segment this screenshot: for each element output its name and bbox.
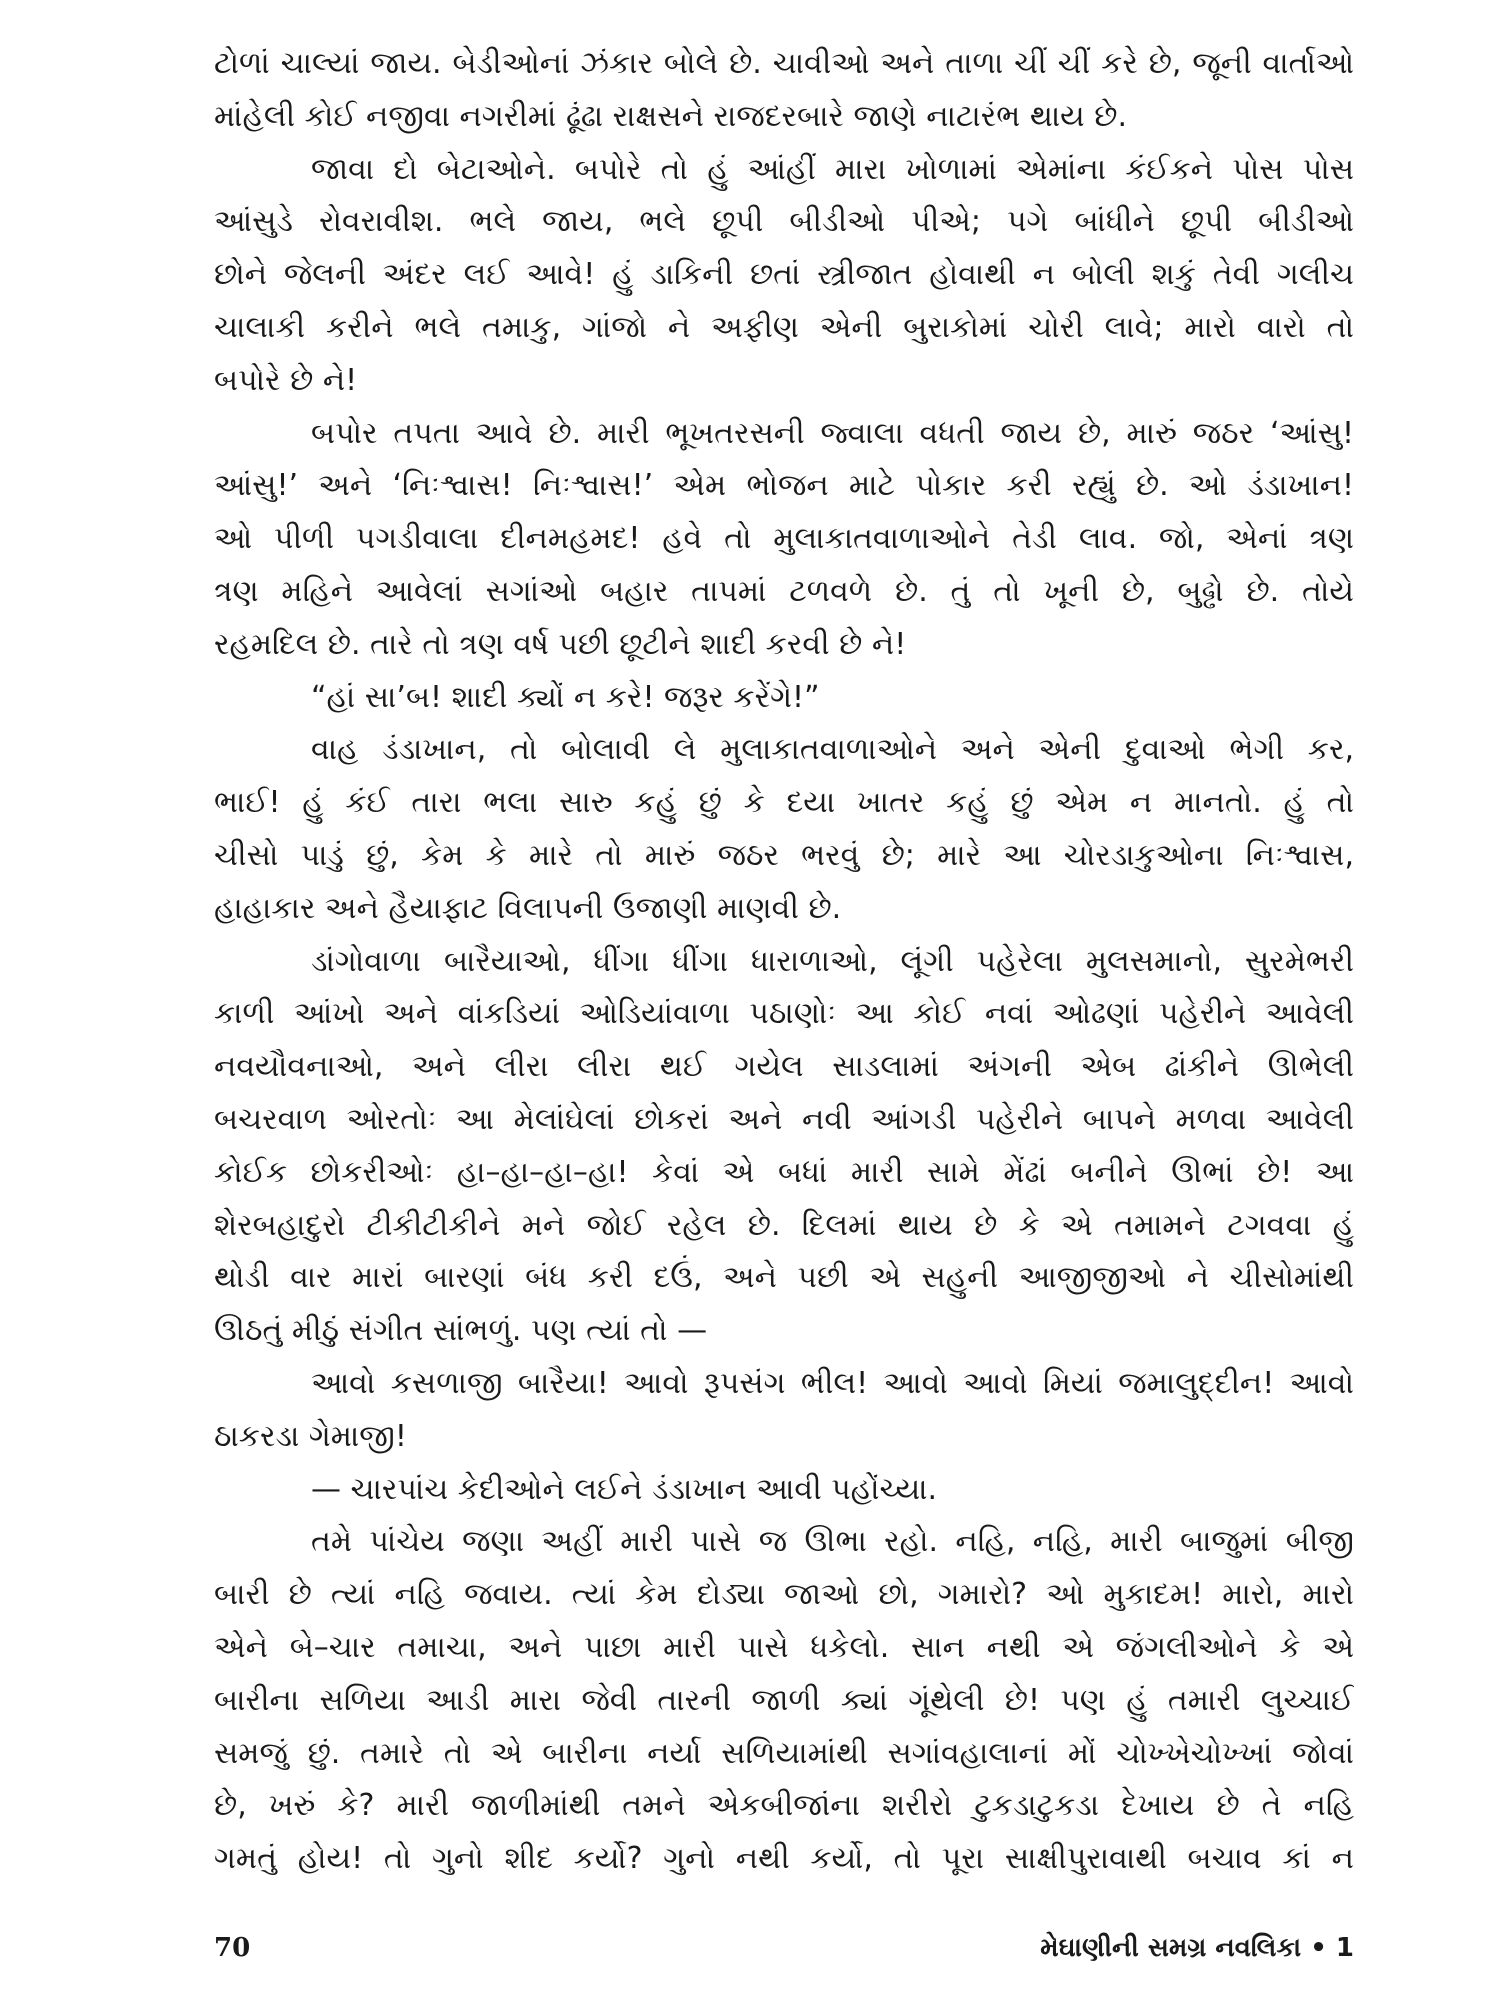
- text-line: ત્રણ મહિને આવેલાં સગાંઓ બહાર તાપમાં ટળવળે છે. તું તો ખૂની છે, બુઢ્ઢો છે. તોયે: [214, 573, 1354, 609]
- running-title: મેઘાણીની સમગ્ર નવલિકા • 1: [1040, 1933, 1354, 1963]
- text-line: બપોરે છે ને!: [214, 362, 358, 398]
- text-line: બપોર તપતા આવે છે. મારી ભૂખતરસની જ્વાલા વધતી જાય છે, મારું જઠર ‘આંસુ!: [311, 415, 1354, 451]
- text-line: જાવા દો બેટાઓને. બપોરે તો હું આંહીં મારા ખોળામાં એમાંના કંઈકને પોસ પોસ: [311, 151, 1354, 187]
- text-line: શેરબહાદુરો ટીકીટીકીને મને જોઈ રહેલ છે. દિલમાં થાય છે કે એ તમામને ટગવવા હું: [214, 1207, 1354, 1243]
- text-line: છે, ખરું કે? મારી જાળીમાંથી તમને એકબીજાંના શરીરો ટુકડાટુકડા દેખાય છે તે નહિ: [214, 1788, 1354, 1824]
- page-number: 70: [214, 1933, 251, 1963]
- text-line: ટોળાં ચાલ્યાં જાય. બેડીઓનાં ઝંકાર બોલે છે. ચાવીઓ અને તાળા ચીં ચીં કરે છે, જૂની વાર્તાઓ: [214, 46, 1354, 81]
- text-line: આંસુડે રોવરાવીશ. ભલે જાય, ભલે છૂપી બીડીઓ પીએ; પગે બાંધીને છૂપી બીડીઓ: [214, 204, 1354, 240]
- page-footer: [214, 1928, 1354, 1968]
- body-text: [214, 38, 1354, 1886]
- text-line: ઊઠતું મીઠું સંગીત સાંભળું. પણ ત્યાં તો —: [214, 1313, 708, 1349]
- text-line: તમે પાંચેય જણા અહીં મારી પાસે જ ઊભા રહો. નહિ, નહિ, મારી બાજુમાં બીજી: [311, 1524, 1354, 1560]
- text-line: આવો કસળાજી બારૈયા! આવો રૂપસંગ ભીલ! આવો આવો મિયાં જમાલુદ્દીન! આવો: [311, 1365, 1354, 1401]
- text-line: છોને જેલની અંદર લઈ આવે! હું ડાકિની છતાં સ્ત્રીજાત હોવાથી ન બોલી શકું તેવી ગલીચ: [214, 257, 1354, 293]
- text-line: એને બે–ચાર તમાચા, અને પાછા મારી પાસે ધકેલો. સાન નથી એ જંગલીઓને કે એ: [214, 1629, 1354, 1665]
- text-line: ઓ પીળી પગડીવાલા દીનમહમદ! હવે તો મુલાકાતવાળાઓને તેડી લાવ. જો, એનાં ત્રણ: [214, 521, 1354, 557]
- text-line: બારી છે ત્યાં નહિ જવાય. ત્યાં કેમ દોડ્યા જાઓ છો, ગમારો? ઓ મુકાદમ! મારો, મારો: [214, 1577, 1354, 1613]
- text-line: નવયૌવનાઓ, અને લીરા લીરા થઈ ગયેલ સાડલામાં અંગની એબ ઢાંકીને ઊભેલી: [214, 1049, 1354, 1085]
- text-line: ડાંગોવાળા બારૈયાઓ, ધીંગા ધીંગા ધારાળાઓ, લૂંગી પહેરેલા મુલસમાનો, સુરમેભરી: [311, 943, 1354, 979]
- text-line: કોઈક છોકરીઓઃ હા–હા–હા–હા! કેવાં એ બધાં મારી સામે મેંઢાં બનીને ઊભાં છે! આ: [214, 1154, 1354, 1190]
- text-line: — ચારપાંચ કેદીઓને લઈને ડંડાખાન આવી પહોંચ્યા.: [311, 1471, 938, 1507]
- text-line: માંહેલી કોઈ નજીવા નગરીમાં ઢૂંઢા રાક્ષસને રાજદરબારે જાણે નાટારંભ થાય છે.: [214, 98, 1128, 134]
- text-line: ઠાકરડા ગેમાજી!: [214, 1418, 407, 1454]
- text-line: ચાલાકી કરીને ભલે તમાકુ, ગાંજો ને અફીણ એની બુરાકોમાં ચોરી લાવે; મારો વારો તો: [214, 309, 1354, 345]
- text-line: વાહ ડંડાખાન, તો બોલાવી લે મુલાકાતવાળાઓને અને એની દુવાઓ ભેગી કર,: [311, 732, 1354, 768]
- text-line: ભાઈ! હું કંઈ તારા ભલા સારુ કહું છું કે દયા ખાતર કહું છું એમ ન માનતો. હું તો: [214, 785, 1354, 821]
- text-line: બારીના સળિયા આડી મારા જેવી તારની જાળી ક્યાં ગૂંથેલી છે! પણ હું તમારી લુચ્ચાઈ: [214, 1682, 1354, 1718]
- text-line: બચરવાળ ઓરતોઃ આ મેલાંઘેલાં છોકરાં અને નવી આંગડી પહેરીને બાપને મળવા આવેલી: [214, 1101, 1354, 1137]
- text-line: ચીસો પાડું છું, કેમ કે મારે તો મારું જઠર ભરવું છે; મારે આ ચોરડાકુઓના નિઃશ્વાસ,: [214, 837, 1354, 873]
- text-line: ગમતું હોય! તો ગુનો શીદ કર્યો? ગુનો નથી કર્યો, તો પૂરા સાક્ષીપુરાવાથી બચાવ કાં ન: [214, 1841, 1354, 1877]
- text-line: “હાં સા’બ! શાદી ક્યોં ન કરે! જરૂર કરેંગે!”: [311, 679, 820, 715]
- text-line: આંસુ!’ અને ‘નિઃશ્વાસ! નિઃશ્વાસ!’ એમ ભોજન માટે પોકાર કરી રહ્યું છે. ઓ ડંડાખાન!: [214, 468, 1354, 504]
- text-line: કાળી આંખો અને વાંકડિયાં ઓડિયાંવાળા પઠાણોઃ આ કોઈ નવાં ઓઢણાં પહેરીને આવેલી: [214, 996, 1354, 1032]
- text-line: હાહાકાર અને હૈયાફાટ વિલાપની ઉજાણી માણવી છે.: [214, 890, 842, 926]
- text-line: સમજું છું. તમારે તો એ બારીના નર્યા સળિયામાંથી સગાંવહાલાનાં મોં ચોખ્ખેચોખ્ખાં જોવાં: [214, 1735, 1354, 1771]
- text-line: રહમદિલ છે. તારે તો ત્રણ વર્ષ પછી છૂટીને શાદી કરવી છે ને!: [214, 626, 907, 662]
- text-line: થોડી વાર મારાં બારણાં બંધ કરી દઉં, અને પછી એ સહુની આજીજીઓ ને ચીસોમાંથી: [214, 1260, 1354, 1296]
